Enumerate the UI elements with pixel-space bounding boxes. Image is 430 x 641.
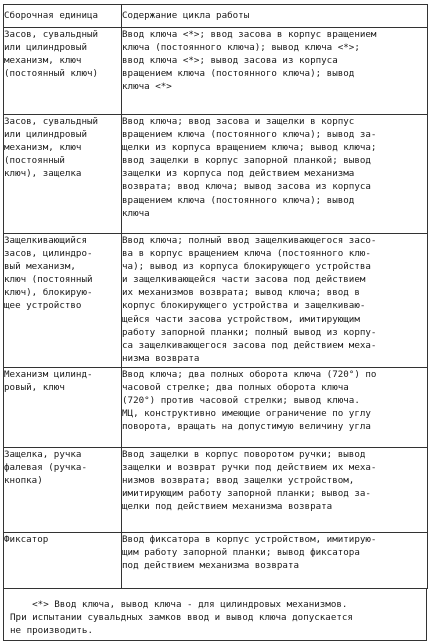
cycle-line: ключа <*>: [122, 81, 172, 93]
cycle-line: ввод защелки в корпус запорной планкой; вывод: [122, 155, 371, 167]
footnote-line: При испытании сувальдных замков ввод и вывод ключа допускается: [10, 612, 353, 623]
cycle-line: Ввод фиксатора в корпус устройством, имитирую-: [122, 534, 377, 545]
cycle-line: вращением ключа (постоянного ключа); вывод за-: [122, 129, 377, 141]
cycle-content-cell: [122, 533, 428, 589]
cycle-line: под действием механизма возврата: [122, 560, 300, 572]
assembly-unit-cell: Фиксатор: [4, 533, 122, 589]
cycle-content-cell: [122, 28, 428, 115]
cycle-line: имитирующим работу запорной планки; вывод за-: [122, 488, 371, 500]
cycle-line: низма возврата: [122, 352, 200, 364]
cycle-line: и защелкивающейся части засова под действием: [122, 274, 366, 286]
cycle-line: щим работу запорной планки; вывод фиксатора: [122, 547, 360, 559]
cycle-line: ключа (постоянного ключа); вывод ключа <*>;: [122, 42, 360, 54]
footnote-line: не производить.: [10, 625, 93, 636]
cycle-content-cell: [122, 115, 428, 234]
cycle-line: ввод ключа <*>; вывод засова из корпуса: [122, 55, 338, 67]
cycle-line: вращением ключа (постоянного ключа); вывод: [122, 194, 355, 206]
cycle-line: поворота, вращать на допустимую величину угла: [122, 421, 371, 433]
cycle-line: Ввод ключа; полный ввод защелкивающегося засо-: [122, 235, 377, 246]
cycle-line: Ввод ключа; ввод засова и защелки в корпус: [122, 116, 355, 127]
cycle-line: са защелкивающегося засова под действием меха-: [122, 339, 377, 351]
footnote-line: <*> Ввод ключа, вывод ключа - для цилиндровых механизмов.: [10, 599, 348, 610]
header-assembly-unit: Сборочная единица: [4, 5, 122, 28]
table-row: [4, 533, 428, 589]
assembly-unit-cell: Защелка, ручка фалевая (ручка- кнопка): [4, 448, 122, 533]
cycle-line: работу запорной планки; полный вывод из корпу-: [122, 326, 377, 338]
table-row: [4, 368, 428, 448]
cycle-line: (720°) против часовой стрелки; вывод ключа.: [122, 395, 360, 407]
assembly-unit-cell: Засов, сувальдный или цилиндровый механизм, ключ (постоянный ключ): [4, 28, 122, 115]
assembly-unit-cell: Засов, сувальдный или цилиндровый механизм, ключ (постоянный ключ), защелка: [4, 115, 122, 234]
cycle-line: МЦ, конструктивно имеющие ограничение по углу: [122, 408, 371, 420]
cycle-line: ключа: [122, 207, 150, 219]
cycle-line: корпус блокирующего устройства и защелкиваю-: [122, 300, 366, 312]
cycle-line: возврата; ввод ключа; вывод засова из корпуса: [122, 181, 371, 193]
table-row: [4, 448, 428, 533]
table-header-row: [4, 5, 428, 28]
cycle-line: Ввод ключа; два полных оборота ключа (720°) по: [122, 369, 377, 380]
table-footnote: [3, 589, 427, 641]
cycle-line: низмов возврата; ввод защелки устройством,: [122, 475, 355, 487]
cycle-line: их механизмов возврата; вывод ключа; ввод в: [122, 287, 360, 299]
cycle-content-cell: [122, 234, 428, 368]
cycle-line: щелки из корпуса вращением ключа; вывод ключа;: [122, 142, 377, 154]
table-row: [4, 28, 428, 115]
cycle-line: часовой стрелке; два полных оборота ключа: [122, 382, 349, 394]
cycle-line: ча); вывод из корпуса блокирующего устройства: [122, 261, 371, 273]
table-row: [4, 115, 428, 234]
table-row: [4, 234, 428, 368]
header-cycle-content: Содержание цикла работы: [122, 5, 428, 28]
cycle-line: Ввод защелки в корпус поворотом ручки; вывод: [122, 449, 366, 460]
cycle-line: ва в корпус вращением ключа (постоянного клю-: [122, 248, 371, 260]
cycle-content-cell: [122, 368, 428, 448]
cycle-line: щейся части засова устройством, имитирующим: [122, 313, 360, 325]
cycle-line: защелки из корпуса под действием механизма: [122, 168, 355, 180]
cycle-line: защелки и возврат ручки под действием их меха-: [122, 462, 377, 474]
work-cycle-table: [3, 4, 428, 589]
assembly-unit-cell: Защелкивающийся засов, цилиндро- вый механизм, ключ (постоянный ключ), блокирую- щее устройство: [4, 234, 122, 368]
cycle-line: вращением ключа (постоянного ключа); вывод: [122, 68, 355, 80]
assembly-unit-cell: Механизм цилинд- ровый, ключ: [4, 368, 122, 448]
cycle-line: щелки под действием механизма возврата: [122, 501, 333, 513]
cycle-content-cell: [122, 448, 428, 533]
cycle-line: Ввод ключа <*>; ввод засова в корпус вращением: [122, 29, 377, 40]
